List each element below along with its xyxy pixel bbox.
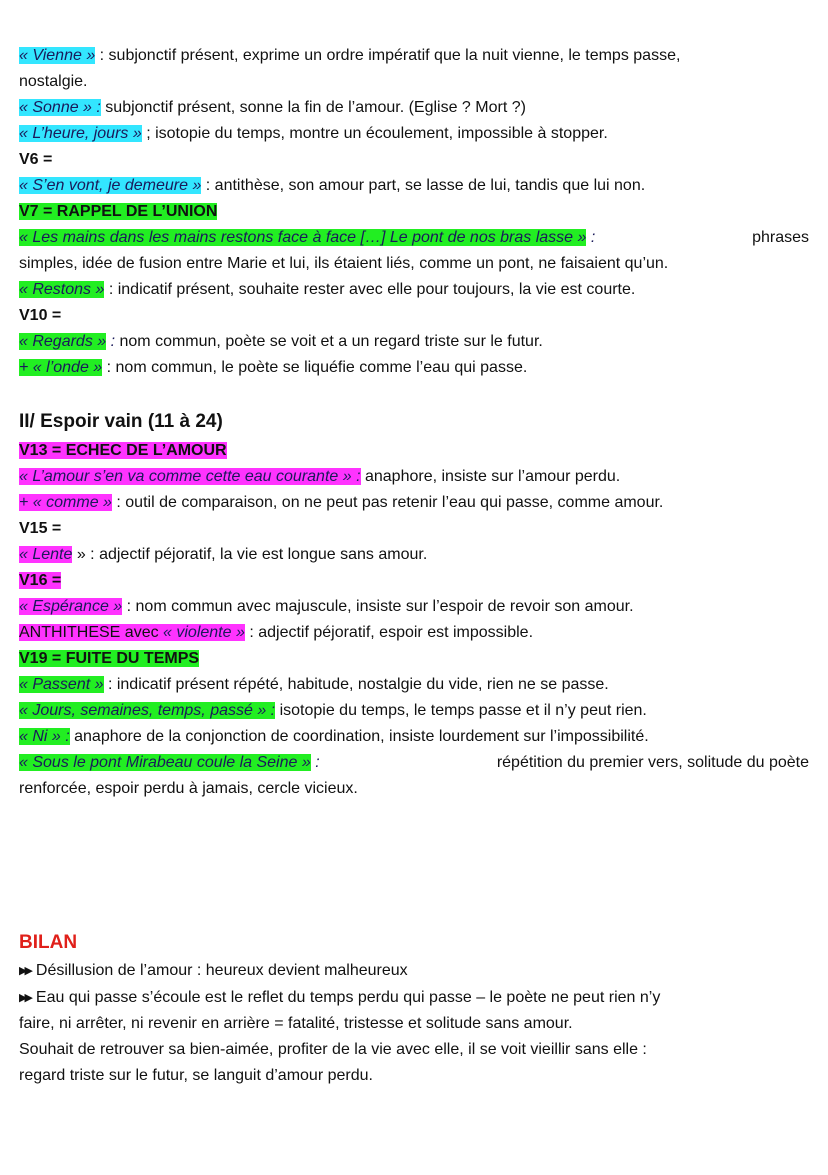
text-vienne: : subjonctif présent, exprime un ordre impératif que la nuit vienne, le temps passe, [95,47,681,64]
line-lente [19,542,809,568]
quote-sous: « Sous le pont Mirabeau coule la Seine » [19,754,311,771]
text-mains-colon: : [586,229,596,246]
text-sous-end: répétition du premier vers, solitude du poète [496,754,809,771]
word-antithese: ANTHITHESE [19,624,121,641]
bilan-bullet-2 [19,985,809,1011]
line-ni [19,724,809,750]
bilan-paragraph [19,1037,809,1063]
line-antithese [19,620,809,646]
line-esperance [19,594,809,620]
quote-esperance: « Espérance » [19,598,123,615]
text-restons: : indicatif présent, souhaite rester avec elle pour toujours, la vie est courte. [104,281,636,298]
bilan-text-2-cont: faire, ni arrêter, ni revenir en arrière = fatalité, tristesse et solitude sans amour. [19,1015,573,1032]
label-v13: V13 = ECHEC DE L’AMOUR [19,442,227,459]
line-restons [19,277,809,303]
quote-mains: « Les mains dans les mains restons face à face […] Le pont de nos bras lasse » [19,229,587,246]
double-arrow-icon: ▶▶ [19,965,30,977]
quote-heure: « L’heure, jours » [19,125,142,142]
line-senvont [19,173,809,199]
text-sous-cont: renforcée, espoir perdu à jamais, cercle vicieux. [19,780,358,797]
line-v19 [19,646,809,672]
label-v19: V19 = FUITE DU TEMPS [19,650,200,667]
bilan-bullet-2-cont [19,1011,809,1037]
quote-restons: « Restons » [19,281,105,298]
line-v15 [19,516,809,542]
text-antithese: : adjectif péjoratif, espoir est impossible. [244,624,534,641]
line-jours [19,698,809,724]
line-v7 [19,199,809,225]
quote-sonne: « Sonne » : [19,99,101,116]
text-senvont: : antithèse, son amour part, se lasse de lui, tandis que lui non. [201,177,646,194]
text-sous-colon: : [310,754,320,771]
line-v10 [19,303,809,329]
line-comme [19,490,809,516]
bilan-heading [19,929,809,957]
line-regards [19,329,809,355]
section2-title: II/ Espoir vain (11 à 24) [19,411,223,432]
line-sous-cont [19,776,809,802]
bilan-text-2: Eau qui passe s’écoule est le reflet du temps perdu qui passe – le poète ne peut rien n’y [35,989,661,1006]
double-arrow-icon: ▶▶ [19,992,30,1004]
text-vienne-cont: nostalgie. [19,73,88,90]
quote-senvont: « S’en vont, je demeure » [19,177,202,194]
line-passent [19,672,809,698]
line-sous [19,750,809,776]
line-amour [19,464,809,490]
text-regards: nom commun, poète se voit et a un regard triste sur le futur. [115,333,543,350]
text-esperance: : nom commun avec majuscule, insiste sur l’espoir de revoir son amour. [122,598,634,615]
quote-comme: + « comme » [19,494,112,511]
line-vienne [19,43,809,69]
text-sonne: subjonctif présent, sonne la fin de l’amour. (Eglise ? Mort ?) [100,99,526,116]
quote-onde: + « l’onde » [19,359,103,376]
line-heure [19,121,809,147]
text-lente: » : adjectif péjoratif, la vie est longue sans amour. [72,546,428,563]
line-sonne [19,95,809,121]
word-avec: avec [120,624,164,641]
label-v10: V10 = [19,307,62,324]
text-ni: anaphore de la conjonction de coordination, insiste lourdement sur l’impossibilité. [69,728,649,745]
text-jours: isotopie du temps, le temps passe et il n’y peut rien. [275,702,647,719]
label-v6: V6 = [19,151,53,168]
section-title [19,408,809,436]
line-v16 [19,568,809,594]
bilan-text-3: Souhait de retrouver sa bien-aimée, profiter de la vie avec elle, il se voit vieillir sans elle : [19,1041,647,1058]
label-v15: V15 = [19,520,62,537]
quote-jours: « Jours, semaines, temps, passé » : [19,702,276,719]
bilan-text-1: Désillusion de l’amour : heureux devient malheureux [35,962,408,979]
bilan-title: BILAN [19,932,78,953]
line-onde [19,355,809,381]
text-amour: anaphore, insiste sur l’amour perdu. [360,468,621,485]
quote-vienne: « Vienne » [19,47,96,64]
quote-passent: « Passent » [19,676,104,693]
bilan-text-3-cont: regard triste sur le futur, se languit d’amour perdu. [19,1067,373,1084]
line-v6 [19,147,809,173]
label-v16: V16 = [19,572,62,589]
label-v7: V7 = RAPPEL DE L’UNION [19,203,218,220]
line-vienne-cont [19,69,809,95]
text-onde: : nom commun, le poète se liquéfie comme l’eau qui passe. [102,359,528,376]
bilan-paragraph-cont [19,1063,809,1089]
quote-amour: « L’amour s’en va comme cette eau courante » : [19,468,361,485]
quote-ni: « Ni » : [19,728,70,745]
text-heure: ; isotopie du temps, montre un écoulement, impossible à stopper. [141,125,608,142]
text-mains-end: phrases [752,229,809,246]
line-v13 [19,438,809,464]
bilan-bullet-1 [19,958,809,984]
quote-violente: « violente » [163,624,245,641]
text-passent: : indicatif présent répété, habitude, nostalgie du vide, rien ne se passe. [103,676,609,693]
line-mains-cont [19,251,809,277]
line-mains [19,225,809,251]
text-comme: : outil de comparaison, on ne peut pas retenir l’eau qui passe, comme amour. [111,494,664,511]
text-regards-colon: : [106,333,116,350]
quote-regards: « Regards » [19,333,107,350]
text-mains-cont: simples, idée de fusion entre Marie et lui, ils étaient liés, comme un pont, ne faisaient qu’un. [19,255,669,272]
quote-lente: « Lente [19,546,73,563]
